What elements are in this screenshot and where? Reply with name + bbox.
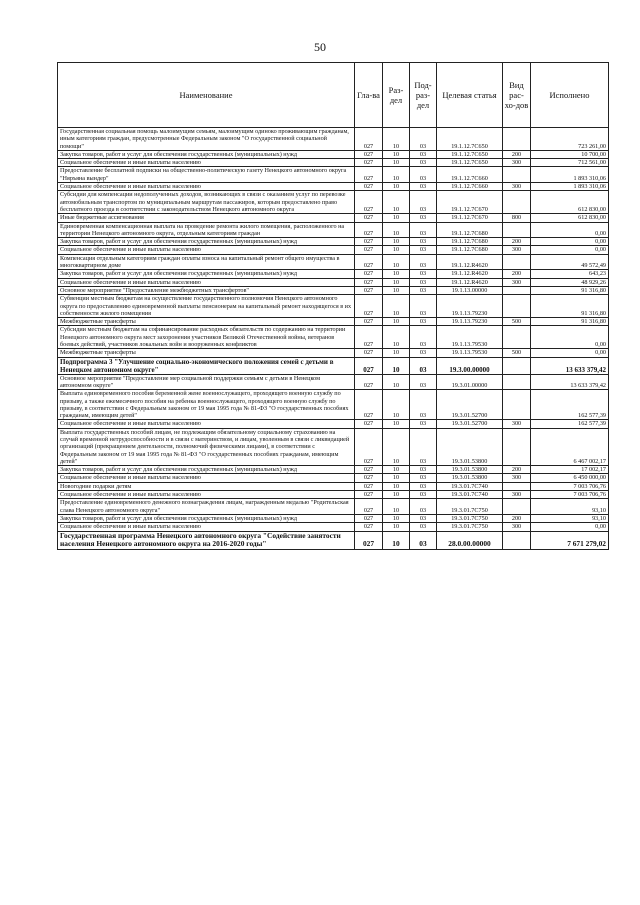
cell-chapter: 027 (355, 183, 383, 191)
cell-exptype: 300 (503, 491, 531, 499)
cell-target: 19.1.13.79530 (437, 349, 503, 357)
cell-executed: 93,10 (531, 514, 609, 522)
cell-target: 19.1.12.7С680 (437, 222, 503, 238)
cell-chapter: 027 (355, 222, 383, 238)
header-subsection: Под-раз-дел (410, 63, 437, 128)
table-row (58, 238, 609, 246)
cell-target: 19.3.01.7С750 (437, 523, 503, 531)
cell-chapter: 027 (355, 420, 383, 428)
cell-section: 10 (383, 531, 410, 549)
cell-exptype (503, 222, 531, 238)
cell-subsection: 03 (410, 278, 437, 286)
cell-executed: 0,00 (531, 222, 609, 238)
cell-name: Государственная программа Ненецкого автономного округа "Содействие занятости населения Ненецкого автономного округа на 2016-2020 годы" (58, 531, 355, 549)
header-name: Наименование (58, 63, 355, 128)
cell-subsection: 03 (410, 474, 437, 482)
cell-name: Социальное обеспечение и иные выплаты населению (58, 474, 355, 482)
cell-chapter: 027 (355, 318, 383, 326)
cell-target: 19.3.01.7С740 (437, 491, 503, 499)
cell-executed: 93,10 (531, 499, 609, 515)
table-row (58, 420, 609, 428)
cell-name: Социальное обеспечение и иные выплаты населению (58, 278, 355, 286)
cell-section: 10 (383, 270, 410, 278)
cell-exptype: 200 (503, 150, 531, 158)
table-row (58, 278, 609, 286)
table-row (58, 428, 609, 465)
cell-target: 19.1.13.79230 (437, 318, 503, 326)
cell-name: Социальное обеспечение и иные выплаты населению (58, 246, 355, 254)
cell-exptype (503, 390, 531, 420)
cell-target: 19.3.01.53800 (437, 466, 503, 474)
cell-section: 10 (383, 222, 410, 238)
table-row (58, 466, 609, 474)
cell-executed: 0,00 (531, 246, 609, 254)
cell-subsection: 03 (410, 374, 437, 390)
cell-executed: 0,00 (531, 523, 609, 531)
cell-subsection: 03 (410, 183, 437, 191)
cell-section: 10 (383, 514, 410, 522)
cell-executed: 7 671 279,02 (531, 531, 609, 549)
cell-section: 10 (383, 246, 410, 254)
table-row (58, 531, 609, 549)
table-row (58, 246, 609, 254)
cell-subsection: 03 (410, 514, 437, 522)
cell-chapter: 027 (355, 491, 383, 499)
cell-executed: 91 316,80 (531, 286, 609, 294)
table-row (58, 222, 609, 238)
cell-exptype: 300 (503, 474, 531, 482)
table-row (58, 128, 609, 151)
cell-executed: 1 893 310,06 (531, 167, 609, 183)
cell-section: 10 (383, 474, 410, 482)
cell-name: Субсидии для компенсации недополученных доходов, возникающих в связи с оказанием услуг по перевозке автомобильным транспортом по муниципальным маршрутам пассажиров, которым предоставлено право бесплатного проезда в соответствии с законодательством Ненецкого автономного округа (58, 191, 355, 214)
cell-target: 19.3.01.52700 (437, 390, 503, 420)
cell-executed: 10 700,00 (531, 150, 609, 158)
cell-section: 10 (383, 318, 410, 326)
cell-exptype: 300 (503, 420, 531, 428)
cell-target: 19.1.12.7С650 (437, 128, 503, 151)
cell-target: 19.1.12.7С660 (437, 167, 503, 183)
cell-executed: 612 830,00 (531, 214, 609, 222)
cell-section: 10 (383, 499, 410, 515)
cell-chapter: 027 (355, 474, 383, 482)
cell-exptype: 300 (503, 246, 531, 254)
table-row (58, 474, 609, 482)
cell-name: Субсидии местным бюджетам на софинансирование расходных обязательств по содержанию на территории Ненецкого автономного округа мест захоронения участников Великой Отечественной войны, ветеранов боевых действий, участников локальных войн и вооруженных конфликтов (58, 326, 355, 349)
cell-exptype (503, 128, 531, 151)
cell-target: 19.3.01.00000 (437, 374, 503, 390)
cell-section: 10 (383, 357, 410, 374)
cell-name: Закупка товаров, работ и услуг для обеспечения государственных (муниципальных) нужд (58, 150, 355, 158)
cell-subsection: 03 (410, 318, 437, 326)
cell-section: 10 (383, 491, 410, 499)
cell-target: 19.1.12.7С670 (437, 214, 503, 222)
cell-subsection: 03 (410, 499, 437, 515)
cell-name: Социальное обеспечение и иные выплаты населению (58, 183, 355, 191)
table-row (58, 499, 609, 515)
table-row (58, 514, 609, 522)
cell-target: 28.0.00.00000 (437, 531, 503, 549)
cell-exptype (503, 167, 531, 183)
cell-name: Единовременная компенсационная выплата на проведение ремонта жилого помещения, расположенного на территории Ненецкого автономного округа, отдельным категориям граждан (58, 222, 355, 238)
cell-section: 10 (383, 191, 410, 214)
cell-executed: 48 929,26 (531, 278, 609, 286)
table-row (58, 390, 609, 420)
cell-chapter: 027 (355, 238, 383, 246)
cell-executed: 13 633 379,42 (531, 357, 609, 374)
cell-target: 19.3.01.7С750 (437, 514, 503, 522)
cell-target: 19.1.12.R4620 (437, 278, 503, 286)
cell-subsection: 03 (410, 357, 437, 374)
cell-executed: 7 003 706,76 (531, 491, 609, 499)
cell-subsection: 03 (410, 295, 437, 318)
table-row (58, 295, 609, 318)
cell-section: 10 (383, 286, 410, 294)
cell-target: 19.3.01.7С750 (437, 499, 503, 515)
table-row (58, 491, 609, 499)
cell-exptype: 800 (503, 214, 531, 222)
table-row (58, 286, 609, 294)
cell-name: Предоставление единовременного денежного вознаграждения лицам, награжденным медалью "Родительская слава Ненецкого автономного округа" (58, 499, 355, 515)
cell-target: 19.1.12.7С650 (437, 150, 503, 158)
cell-name: Межбюджетные трансферты (58, 318, 355, 326)
header-executed: Исполнено (531, 63, 609, 128)
table-row (58, 270, 609, 278)
cell-chapter: 027 (355, 466, 383, 474)
cell-chapter: 027 (355, 214, 383, 222)
cell-exptype: 300 (503, 523, 531, 531)
cell-executed: 13 633 379,42 (531, 374, 609, 390)
cell-executed: 162 577,39 (531, 390, 609, 420)
cell-chapter: 027 (355, 374, 383, 390)
cell-chapter: 027 (355, 278, 383, 286)
cell-subsection: 03 (410, 390, 437, 420)
cell-name: Компенсация отдельным категориям граждан оплаты взноса на капитальный ремонт общего имущества в многоквартирном доме (58, 254, 355, 270)
cell-section: 10 (383, 466, 410, 474)
cell-name: Социальное обеспечение и иные выплаты населению (58, 159, 355, 167)
cell-exptype: 300 (503, 278, 531, 286)
header-exptype: Вид рас-хо-дов (503, 63, 531, 128)
cell-exptype (503, 428, 531, 465)
cell-subsection: 03 (410, 466, 437, 474)
header-target: Целевая статья (437, 63, 503, 128)
cell-target: 19.1.13.79230 (437, 295, 503, 318)
cell-exptype: 300 (503, 159, 531, 167)
cell-executed: 6 467 002,17 (531, 428, 609, 465)
table-row (58, 183, 609, 191)
cell-name: Закупка товаров, работ и услуг для обеспечения государственных (муниципальных) нужд (58, 238, 355, 246)
cell-section: 10 (383, 278, 410, 286)
cell-subsection: 03 (410, 254, 437, 270)
cell-executed: 712 561,00 (531, 159, 609, 167)
cell-section: 10 (383, 390, 410, 420)
cell-subsection: 03 (410, 286, 437, 294)
cell-chapter: 027 (355, 270, 383, 278)
cell-section: 10 (383, 349, 410, 357)
cell-chapter: 027 (355, 499, 383, 515)
cell-name: Социальное обеспечение и иные выплаты населению (58, 491, 355, 499)
table-row (58, 482, 609, 490)
cell-name: Основное мероприятие "Предоставление мер социальной поддержки семьям с детьми в Ненецком автономном округе" (58, 374, 355, 390)
cell-exptype (503, 357, 531, 374)
cell-name: Социальное обеспечение и иные выплаты населению (58, 523, 355, 531)
cell-chapter: 027 (355, 357, 383, 374)
cell-chapter: 027 (355, 191, 383, 214)
cell-target: 19.1.12.R4620 (437, 270, 503, 278)
cell-chapter: 027 (355, 150, 383, 158)
table-row (58, 159, 609, 167)
header-chapter: Гла-ва (355, 63, 383, 128)
header-section: Раз-дел (383, 63, 410, 128)
cell-subsection: 03 (410, 531, 437, 549)
table-row (58, 523, 609, 531)
table-row (58, 374, 609, 390)
cell-section: 10 (383, 374, 410, 390)
table-row (58, 191, 609, 214)
cell-name: Основное мероприятие "Предоставление межбюджетных трансфертов" (58, 286, 355, 294)
cell-exptype: 500 (503, 318, 531, 326)
cell-exptype (503, 374, 531, 390)
cell-section: 10 (383, 523, 410, 531)
cell-target: 19.3.01.53800 (437, 474, 503, 482)
cell-subsection: 03 (410, 428, 437, 465)
budget-table (57, 62, 609, 550)
cell-exptype: 200 (503, 270, 531, 278)
cell-chapter: 027 (355, 254, 383, 270)
cell-target: 19.3.00.00000 (437, 357, 503, 374)
cell-chapter: 027 (355, 514, 383, 522)
cell-chapter: 027 (355, 326, 383, 349)
cell-executed: 91 316,80 (531, 295, 609, 318)
cell-name: Выплата государственных пособий лицам, не подлежащим обязательному социальному страхованию на случай временной нетрудоспособности и в связи с материнством, и лицам, уволенным в связи с ликвидацией организаций (прекращением деятельности, полномочий физическими лицами), в соответствии с Федеральным законом от 19 мая 1995 года № 81-ФЗ "О государственных пособиях гражданам, имеющим детей" (58, 428, 355, 465)
cell-section: 10 (383, 295, 410, 318)
table-row (58, 349, 609, 357)
cell-target: 19.1.13.79530 (437, 326, 503, 349)
table-row (58, 214, 609, 222)
cell-subsection: 03 (410, 349, 437, 357)
cell-target: 19.3.01.7С740 (437, 482, 503, 490)
cell-name: Субвенции местным бюджетам на осуществление государственного полномочия Ненецкого автономного округа по предоставлению единовременной выплаты пенсионерам на капитальный ремонт находящегося в их собственности жилого помещения (58, 295, 355, 318)
cell-exptype (503, 191, 531, 214)
cell-section: 10 (383, 183, 410, 191)
cell-section: 10 (383, 214, 410, 222)
cell-target: 19.1.12.7С680 (437, 238, 503, 246)
cell-executed: 7 003 706,76 (531, 482, 609, 490)
cell-executed: 723 261,00 (531, 128, 609, 151)
cell-subsection: 03 (410, 167, 437, 183)
cell-executed: 643,23 (531, 270, 609, 278)
cell-executed: 162 577,39 (531, 420, 609, 428)
cell-exptype: 200 (503, 238, 531, 246)
table-row (58, 167, 609, 183)
cell-exptype (503, 482, 531, 490)
cell-executed: 612 830,00 (531, 191, 609, 214)
cell-exptype (503, 499, 531, 515)
cell-target: 19.3.01.52700 (437, 420, 503, 428)
cell-subsection: 03 (410, 326, 437, 349)
cell-executed: 1 893 310,06 (531, 183, 609, 191)
cell-name: Социальное обеспечение и иные выплаты населению (58, 420, 355, 428)
cell-exptype (503, 531, 531, 549)
cell-chapter: 027 (355, 286, 383, 294)
cell-chapter: 027 (355, 390, 383, 420)
cell-subsection: 03 (410, 420, 437, 428)
cell-chapter: 027 (355, 531, 383, 549)
cell-target: 19.3.01.53800 (437, 428, 503, 465)
table-header (58, 63, 609, 128)
cell-name: Новогодние подарки детям (58, 482, 355, 490)
cell-target: 19.1.12.7С670 (437, 191, 503, 214)
cell-section: 10 (383, 428, 410, 465)
cell-chapter: 027 (355, 159, 383, 167)
cell-subsection: 03 (410, 482, 437, 490)
cell-executed: 0,00 (531, 238, 609, 246)
cell-executed: 49 572,49 (531, 254, 609, 270)
cell-name: Предоставление бесплатной подписки на общественно-политическую газету Ненецкого автономного округа "Няръяна вындер" (58, 167, 355, 183)
cell-subsection: 03 (410, 270, 437, 278)
cell-exptype: 200 (503, 466, 531, 474)
cell-exptype: 300 (503, 183, 531, 191)
cell-exptype (503, 326, 531, 349)
cell-executed: 17 002,17 (531, 466, 609, 474)
cell-exptype (503, 295, 531, 318)
cell-chapter: 027 (355, 349, 383, 357)
cell-section: 10 (383, 150, 410, 158)
cell-subsection: 03 (410, 214, 437, 222)
cell-exptype (503, 254, 531, 270)
cell-section: 10 (383, 420, 410, 428)
cell-target: 19.1.12.7С660 (437, 183, 503, 191)
table-row (58, 318, 609, 326)
table-body (58, 128, 609, 550)
cell-subsection: 03 (410, 523, 437, 531)
cell-subsection: 03 (410, 246, 437, 254)
cell-subsection: 03 (410, 191, 437, 214)
cell-chapter: 027 (355, 523, 383, 531)
cell-section: 10 (383, 254, 410, 270)
cell-subsection: 03 (410, 222, 437, 238)
cell-section: 10 (383, 167, 410, 183)
cell-target: 19.1.13.00000 (437, 286, 503, 294)
cell-target: 19.1.12.7С680 (437, 246, 503, 254)
cell-executed: 6 450 000,00 (531, 474, 609, 482)
cell-subsection: 03 (410, 150, 437, 158)
cell-exptype: 200 (503, 514, 531, 522)
cell-name: Межбюджетные трансферты (58, 349, 355, 357)
page-number: 50 (314, 40, 326, 54)
cell-name: Закупка товаров, работ и услуг для обеспечения государственных (муниципальных) нужд (58, 466, 355, 474)
table-row (58, 326, 609, 349)
cell-chapter: 027 (355, 482, 383, 490)
cell-name: Закупка товаров, работ и услуг для обеспечения государственных (муниципальных) нужд (58, 270, 355, 278)
cell-executed: 0,00 (531, 349, 609, 357)
cell-chapter: 027 (355, 167, 383, 183)
cell-name: Закупка товаров, работ и услуг для обеспечения государственных (муниципальных) нужд (58, 514, 355, 522)
cell-section: 10 (383, 482, 410, 490)
cell-section: 10 (383, 159, 410, 167)
cell-chapter: 027 (355, 295, 383, 318)
cell-name: Иные бюджетные ассигнования (58, 214, 355, 222)
cell-target: 19.1.12.R4620 (437, 254, 503, 270)
table-row (58, 150, 609, 158)
table-row (58, 357, 609, 374)
cell-executed: 0,00 (531, 326, 609, 349)
cell-subsection: 03 (410, 491, 437, 499)
cell-subsection: 03 (410, 159, 437, 167)
table-row (58, 254, 609, 270)
cell-section: 10 (383, 326, 410, 349)
cell-chapter: 027 (355, 428, 383, 465)
cell-section: 10 (383, 238, 410, 246)
cell-chapter: 027 (355, 128, 383, 151)
cell-executed: 91 316,80 (531, 318, 609, 326)
cell-section: 10 (383, 128, 410, 151)
cell-name: Подпрограмма 3 "Улучшение социально-экономического положения семей с детьми в Ненецком автономном округе" (58, 357, 355, 374)
cell-subsection: 03 (410, 128, 437, 151)
cell-chapter: 027 (355, 246, 383, 254)
cell-exptype: 500 (503, 349, 531, 357)
cell-target: 19.1.12.7С650 (437, 159, 503, 167)
cell-subsection: 03 (410, 238, 437, 246)
cell-name: Выплата единовременного пособия беременной жене военнослужащего, проходящего военную службу по призыву, а также ежемесячного пособия на ребенка военнослужащего, проходящего военную службу по призыву, в соответствии с Федеральным законом от 19 мая 1995 года № 81-ФЗ "О государственных пособиях гражданам, имеющим детей" (58, 390, 355, 420)
cell-name: Государственная социальная помощь малоимущим семьям, малоимущим одиноко проживающим гражданам, иным категориям граждан, предусмотренные Федеральным законом "О государственной социальной помощи" (58, 128, 355, 151)
cell-exptype (503, 286, 531, 294)
